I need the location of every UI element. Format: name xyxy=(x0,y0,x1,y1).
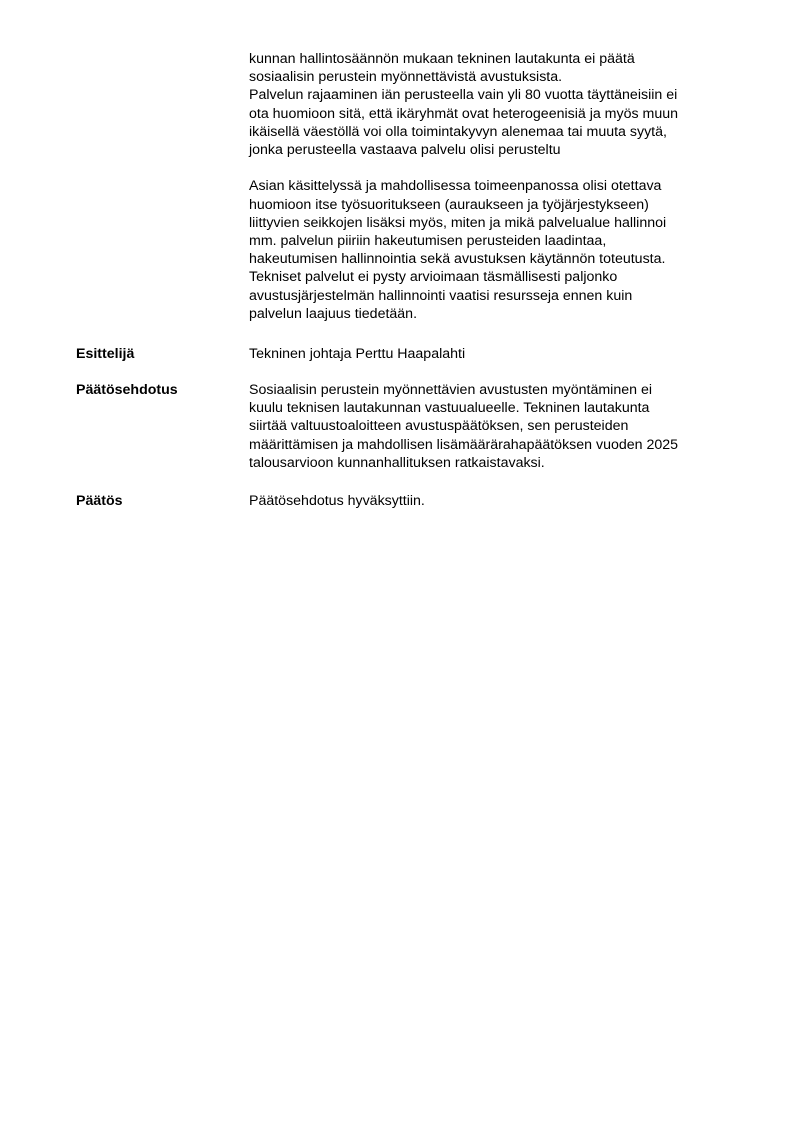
text-line: sosiaalisin perustein myönnettävistä avustuksista. xyxy=(249,69,563,86)
text-line: Tekniset palvelut ei pysty arvioimaan täsmällisesti paljonko xyxy=(249,269,618,286)
text-line: ikäisellä väestöllä voi olla toimintakyvyn alenemaa tai muuta syytä, xyxy=(249,123,667,140)
text-line: kunnan hallintosäännön mukaan tekninen lautakunta ei päätä xyxy=(249,51,635,67)
text-line: liittyvien seikkojen lisäksi myös, miten ja mikä palvelualue hallinnoi xyxy=(249,214,667,231)
paragraph-implementation xyxy=(249,177,741,323)
text-line: Tekninen johtaja Perttu Haapalahti xyxy=(249,346,466,362)
continuation-text xyxy=(249,50,741,323)
text-line: ota huomioon sitä, että ikäryhmät ovat heterogeenisiä ja myös muun xyxy=(249,105,679,122)
text-line: Päätösehdotus hyväksyttiin. xyxy=(249,493,425,509)
section-label: Esittelijä xyxy=(76,346,135,362)
section-body xyxy=(249,345,749,363)
text-line: huomioon itse työsuoritukseen (auraukseen ja työjärjestykseen) xyxy=(249,196,649,213)
text-line: palvelun laajuus tiedetään. xyxy=(249,305,418,322)
paragraph-age-limit xyxy=(249,86,741,159)
text-line: Palvelun rajaaminen iän perusteella vain yli 80 vuotta täyttäneisiin ei xyxy=(249,87,678,104)
text-line: Asian käsittelyssä ja mahdollisessa toimeenpanossa olisi otettava xyxy=(249,178,662,195)
text-line: mm. palvelun piiriin hakeutumisen perusteiden laadintaa, xyxy=(249,233,607,250)
text-line: siirtää valtuustoaloitteen avustuspäätöksen, sen perusteiden xyxy=(249,418,629,435)
text-line: hakeutumisen hallinnointia sekä avustuksen käytännön toteutusta. xyxy=(249,251,666,268)
text-line: talousarvioon kunnanhallituksen ratkaistavaksi. xyxy=(249,454,545,471)
text-line: määrittämisen ja mahdollisen lisämäärärahapäätöksen vuoden 2025 xyxy=(249,436,679,453)
text-line: kuulu teknisen lautakunnan vastuualueelle. Tekninen lautakunta xyxy=(249,400,650,417)
section-body xyxy=(249,381,749,472)
section-label: Päätös xyxy=(76,493,123,509)
paragraph-authority xyxy=(249,50,741,86)
text-line: avustusjärjestelmän hallinnointi vaatisi resursseja ennen kuin xyxy=(249,287,633,304)
paragraph-spacer xyxy=(249,159,741,177)
text-line: jonka perusteella vastaava palvelu olisi perusteltu xyxy=(249,142,561,159)
section-body xyxy=(249,492,749,510)
section-label: Päätösehdotus xyxy=(76,382,178,398)
text-line: Sosiaalisin perustein myönnettävien avustusten myöntäminen ei xyxy=(249,382,652,398)
